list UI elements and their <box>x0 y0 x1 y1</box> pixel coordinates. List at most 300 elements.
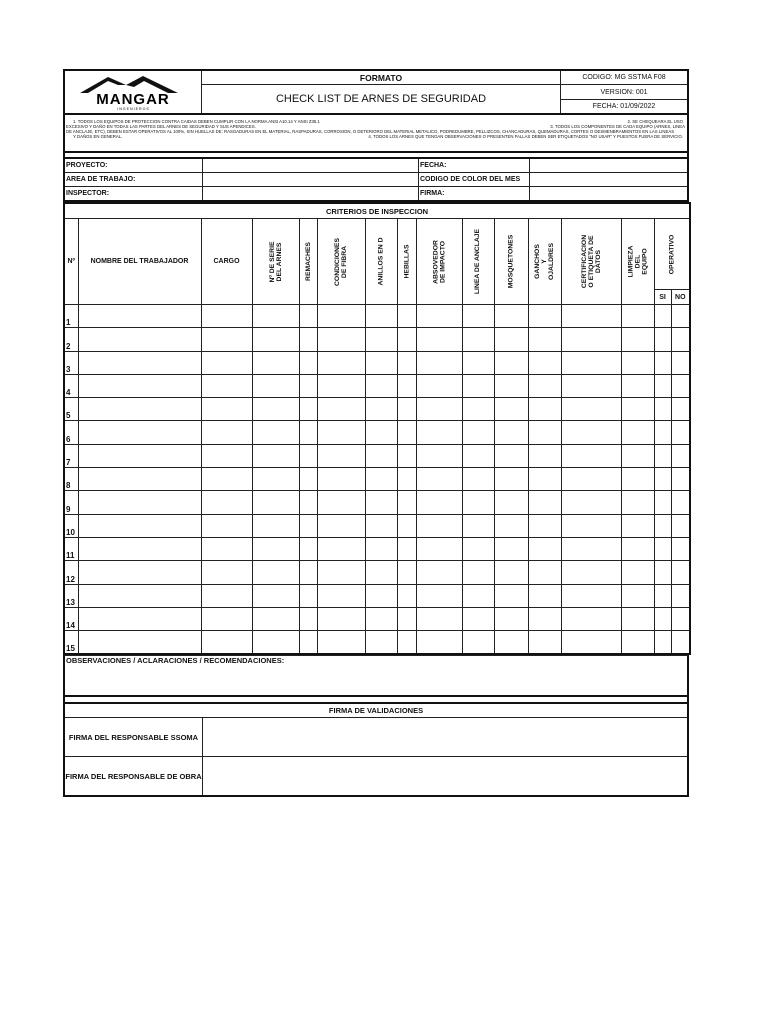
row-number: 2 <box>64 328 78 351</box>
row-cell[interactable] <box>397 631 416 655</box>
row-cell[interactable] <box>494 374 528 397</box>
note-3: 3. TODOS LOS COMPONENTES DE CADA EQUIPO (ARNES, LINEA <box>550 124 685 129</box>
row-cell[interactable] <box>621 398 654 421</box>
firma-ssoma-label: FIRMA DEL RESPONSABLE SSOMA <box>64 718 203 757</box>
row-cell[interactable] <box>528 398 561 421</box>
row-cell[interactable] <box>365 468 397 491</box>
row-cell[interactable] <box>494 514 528 537</box>
row-cell[interactable] <box>494 421 528 444</box>
row-cell[interactable] <box>462 561 494 584</box>
row-cell[interactable] <box>317 537 365 560</box>
row-cell[interactable] <box>416 537 462 560</box>
row-cell[interactable] <box>494 537 528 560</box>
row-cell[interactable] <box>416 421 462 444</box>
firma-label: FIRMA: <box>419 187 530 202</box>
row-cell[interactable] <box>416 305 462 328</box>
info-table <box>63 157 689 202</box>
row-cell[interactable] <box>416 351 462 374</box>
row-cell[interactable] <box>365 374 397 397</box>
row-cell[interactable] <box>462 468 494 491</box>
row-cell[interactable] <box>317 398 365 421</box>
row-cell[interactable] <box>494 444 528 467</box>
row-cell[interactable] <box>252 491 299 514</box>
area-label: AREA DE TRABAJO: <box>64 173 203 187</box>
row-cell[interactable] <box>494 607 528 630</box>
row-cell[interactable] <box>317 584 365 607</box>
validaciones-title: FIRMA DE VALIDACIONES <box>64 703 688 718</box>
row-cell[interactable] <box>416 631 462 655</box>
row-cell[interactable] <box>462 305 494 328</box>
row-cell[interactable] <box>397 491 416 514</box>
observaciones-box[interactable] <box>63 655 689 697</box>
row-cell[interactable] <box>671 607 690 630</box>
row-cell[interactable] <box>494 468 528 491</box>
row-cell[interactable] <box>416 374 462 397</box>
row-cell[interactable] <box>671 421 690 444</box>
row-cell[interactable] <box>528 607 561 630</box>
row-cell[interactable] <box>494 631 528 655</box>
row-cell[interactable] <box>78 398 201 421</box>
row-cell[interactable] <box>654 305 671 328</box>
row-cell[interactable] <box>201 584 252 607</box>
col-hebillas: HEBILLAS <box>397 219 416 305</box>
row-cell[interactable] <box>654 421 671 444</box>
row-cell[interactable] <box>494 305 528 328</box>
form-code: CODIGO: MG SSTMA F08 <box>561 70 689 85</box>
row-cell[interactable] <box>654 351 671 374</box>
row-cell[interactable] <box>299 421 317 444</box>
inspector-field[interactable] <box>203 187 419 202</box>
row-cell[interactable] <box>561 328 621 351</box>
row-cell[interactable] <box>78 607 201 630</box>
row-cell[interactable] <box>621 421 654 444</box>
row-cell[interactable] <box>78 491 201 514</box>
col-linea: LINEA DE ANCLAJE <box>462 219 494 305</box>
row-cell[interactable] <box>299 537 317 560</box>
row-cell[interactable] <box>397 607 416 630</box>
firma-ssoma-field[interactable] <box>203 718 689 757</box>
notes-block <box>63 115 689 153</box>
row-cell[interactable] <box>654 561 671 584</box>
row-cell[interactable] <box>561 631 621 655</box>
row-cell[interactable] <box>252 374 299 397</box>
row-cell[interactable] <box>494 328 528 351</box>
row-cell[interactable] <box>671 374 690 397</box>
row-cell[interactable] <box>317 374 365 397</box>
row-cell[interactable] <box>365 305 397 328</box>
row-cell[interactable] <box>654 537 671 560</box>
fecha-label: FECHA: <box>419 158 530 173</box>
row-cell[interactable] <box>416 584 462 607</box>
note-2: 2. SE CHEQUEARA EL USO <box>627 119 683 124</box>
firma-field[interactable] <box>530 187 689 202</box>
row-cell[interactable] <box>621 444 654 467</box>
row-cell[interactable] <box>252 561 299 584</box>
row-cell[interactable] <box>561 444 621 467</box>
row-cell[interactable] <box>671 631 690 655</box>
row-cell[interactable] <box>78 561 201 584</box>
area-field[interactable] <box>203 173 419 187</box>
row-number: 7 <box>64 444 78 467</box>
row-cell[interactable] <box>201 351 252 374</box>
row-cell[interactable] <box>561 561 621 584</box>
row-number: 13 <box>64 584 78 607</box>
row-cell[interactable] <box>397 374 416 397</box>
form-header <box>63 69 689 115</box>
row-cell[interactable] <box>252 421 299 444</box>
row-cell[interactable] <box>528 351 561 374</box>
row-cell[interactable] <box>365 561 397 584</box>
row-cell[interactable] <box>528 468 561 491</box>
row-cell[interactable] <box>561 351 621 374</box>
row-cell[interactable] <box>78 468 201 491</box>
row-cell[interactable] <box>561 468 621 491</box>
row-cell[interactable] <box>317 631 365 655</box>
row-cell[interactable] <box>299 607 317 630</box>
row-cell[interactable] <box>252 631 299 655</box>
row-cell[interactable] <box>462 328 494 351</box>
row-cell[interactable] <box>621 584 654 607</box>
row-cell[interactable] <box>528 584 561 607</box>
row-cell[interactable] <box>671 537 690 560</box>
checklist-sheet <box>63 69 689 797</box>
row-cell[interactable] <box>416 468 462 491</box>
form-version: VERSION: 001 <box>561 85 689 100</box>
row-cell[interactable] <box>671 561 690 584</box>
row-cell[interactable] <box>299 444 317 467</box>
row-cell[interactable] <box>365 444 397 467</box>
company-name: MANGAR <box>96 91 170 108</box>
row-cell[interactable] <box>201 444 252 467</box>
table-row <box>64 328 690 351</box>
row-cell[interactable] <box>317 561 365 584</box>
col-anillos: ANILLOS EN D <box>365 219 397 305</box>
row-cell[interactable] <box>252 444 299 467</box>
row-cell[interactable] <box>416 514 462 537</box>
row-cell[interactable] <box>365 584 397 607</box>
inspection-rows <box>64 305 690 655</box>
row-cell[interactable] <box>462 607 494 630</box>
row-cell[interactable] <box>654 398 671 421</box>
row-cell[interactable] <box>201 607 252 630</box>
col-si: SI <box>654 290 671 305</box>
row-cell[interactable] <box>317 351 365 374</box>
row-cell[interactable] <box>201 514 252 537</box>
row-cell[interactable] <box>621 607 654 630</box>
table-row <box>64 584 690 607</box>
note-3c: Y DAÑOS EN GENERAL. <box>73 134 123 139</box>
row-cell[interactable] <box>365 514 397 537</box>
row-cell[interactable] <box>299 491 317 514</box>
row-cell[interactable] <box>462 514 494 537</box>
criteria-title: CRITERIOS DE INSPECCION <box>64 203 690 219</box>
row-cell[interactable] <box>252 351 299 374</box>
row-cell[interactable] <box>397 537 416 560</box>
row-cell[interactable] <box>416 607 462 630</box>
row-cell[interactable] <box>365 631 397 655</box>
row-cell[interactable] <box>78 584 201 607</box>
mountain-logo-icon <box>68 71 198 111</box>
row-cell[interactable] <box>317 328 365 351</box>
company-logo <box>64 70 202 114</box>
row-cell[interactable] <box>201 631 252 655</box>
row-cell[interactable] <box>462 491 494 514</box>
table-row <box>64 631 690 655</box>
table-row <box>64 514 690 537</box>
col-absorvedor: ABSOVEDOR DE IMPACTO <box>416 219 462 305</box>
row-cell[interactable] <box>621 514 654 537</box>
row-cell[interactable] <box>671 444 690 467</box>
row-cell[interactable] <box>317 305 365 328</box>
row-number: 11 <box>64 537 78 560</box>
row-cell[interactable] <box>621 374 654 397</box>
col-limpieza: LIMPIEZA DEL EQUIPO <box>621 219 654 305</box>
row-cell[interactable] <box>528 444 561 467</box>
row-cell[interactable] <box>671 468 690 491</box>
firma-obra-label: FIRMA DEL RESPONSABLE DE OBRA <box>64 757 203 797</box>
row-cell[interactable] <box>671 584 690 607</box>
row-cell[interactable] <box>561 398 621 421</box>
row-cell[interactable] <box>317 514 365 537</box>
row-number: 8 <box>64 468 78 491</box>
row-cell[interactable] <box>561 584 621 607</box>
row-cell[interactable] <box>78 444 201 467</box>
row-cell[interactable] <box>528 491 561 514</box>
codigo-color-label: CODIGO DE COLOR DEL MES <box>419 173 530 187</box>
col-serie: Nº DE SERIE DEL ARNES <box>252 219 299 305</box>
firma-obra-field[interactable] <box>203 757 689 797</box>
row-number: 6 <box>64 421 78 444</box>
table-row <box>64 537 690 560</box>
row-cell[interactable] <box>462 374 494 397</box>
row-cell[interactable] <box>561 537 621 560</box>
row-cell[interactable] <box>299 514 317 537</box>
row-cell[interactable] <box>299 561 317 584</box>
row-cell[interactable] <box>252 514 299 537</box>
company-subtitle: I N G E N I E R O S <box>117 107 149 111</box>
row-cell[interactable] <box>365 491 397 514</box>
note-3b: DE ANCLAJE, ETC), DEBEN ESTAR OPERATIVOS AL 100%, SIN HUELLAS DE: RASGADURAS EN EL MATERIAL, RASPADURAS, CORROSION, O DETERIORO DEL MATERIAL METALICO, PODREDUMBRE, PELLIZCOS, CHANCADURAS, QUEMADURAS, CORTES O DESMENBRAMIENTOS EN LAS LINEAS <box>66 129 675 134</box>
row-cell[interactable] <box>671 491 690 514</box>
col-condiciones: CONDICIONES DE FIBRA <box>317 219 365 305</box>
row-cell[interactable] <box>561 514 621 537</box>
row-cell[interactable] <box>397 514 416 537</box>
row-cell[interactable] <box>365 328 397 351</box>
col-remaches: REMACHES <box>299 219 317 305</box>
row-cell[interactable] <box>78 328 201 351</box>
row-cell[interactable] <box>78 421 201 444</box>
row-cell[interactable] <box>528 514 561 537</box>
row-cell[interactable] <box>462 631 494 655</box>
row-cell[interactable] <box>201 328 252 351</box>
row-cell[interactable] <box>671 514 690 537</box>
row-number: 10 <box>64 514 78 537</box>
row-cell[interactable] <box>252 537 299 560</box>
proyecto-field[interactable] <box>203 158 419 173</box>
note-2b: EXCESIVO Y DAÑO EN TODAS LAS PARTES DEL ARNES DE SEGURIDAD Y SUS APENDICES. <box>66 124 256 129</box>
row-cell[interactable] <box>462 421 494 444</box>
col-nombre: NOMBRE DEL TRABAJADOR <box>78 219 201 305</box>
col-mosquetones: MOSQUETONES <box>494 219 528 305</box>
row-cell[interactable] <box>365 421 397 444</box>
row-cell[interactable] <box>621 351 654 374</box>
row-cell[interactable] <box>462 444 494 467</box>
row-cell[interactable] <box>365 351 397 374</box>
row-cell[interactable] <box>654 444 671 467</box>
table-row <box>64 607 690 630</box>
row-cell[interactable] <box>317 421 365 444</box>
proyecto-label: PROYECTO: <box>64 158 203 173</box>
row-cell[interactable] <box>317 444 365 467</box>
row-cell[interactable] <box>494 398 528 421</box>
row-cell[interactable] <box>201 537 252 560</box>
row-cell[interactable] <box>397 305 416 328</box>
row-cell[interactable] <box>317 607 365 630</box>
row-cell[interactable] <box>528 374 561 397</box>
row-cell[interactable] <box>462 537 494 560</box>
note-4: 4. TODOS LOS ARNES QUE TENGAN OBSERVACIONES O PRESENTEN FALLAS DEBEN SER ETIQUETADOS "NO USAR" Y PUESTOS FUERA DE SERVICIO. <box>368 134 683 139</box>
row-cell[interactable] <box>416 444 462 467</box>
row-cell[interactable] <box>494 491 528 514</box>
row-cell[interactable] <box>252 607 299 630</box>
row-cell[interactable] <box>299 351 317 374</box>
row-number: 1 <box>64 305 78 328</box>
row-cell[interactable] <box>397 328 416 351</box>
row-cell[interactable] <box>654 631 671 655</box>
row-cell[interactable] <box>671 328 690 351</box>
col-certificacion: CERTIFICACION O ETIQUETA DE DATOS <box>561 219 621 305</box>
row-cell[interactable] <box>621 631 654 655</box>
row-cell[interactable] <box>621 561 654 584</box>
row-cell[interactable] <box>252 468 299 491</box>
row-cell[interactable] <box>299 305 317 328</box>
row-cell[interactable] <box>365 607 397 630</box>
row-cell[interactable] <box>252 398 299 421</box>
row-number: 3 <box>64 351 78 374</box>
row-cell[interactable] <box>621 305 654 328</box>
row-cell[interactable] <box>621 328 654 351</box>
row-cell[interactable] <box>201 398 252 421</box>
row-cell[interactable] <box>252 584 299 607</box>
row-cell[interactable] <box>494 351 528 374</box>
row-cell[interactable] <box>654 514 671 537</box>
row-cell[interactable] <box>252 328 299 351</box>
row-cell[interactable] <box>462 398 494 421</box>
row-cell[interactable] <box>397 584 416 607</box>
fecha-field[interactable] <box>530 158 689 173</box>
row-cell[interactable] <box>494 561 528 584</box>
row-cell[interactable] <box>462 351 494 374</box>
row-cell[interactable] <box>671 351 690 374</box>
row-cell[interactable] <box>528 305 561 328</box>
row-cell[interactable] <box>201 468 252 491</box>
row-cell[interactable] <box>78 305 201 328</box>
row-cell[interactable] <box>654 374 671 397</box>
row-cell[interactable] <box>317 468 365 491</box>
col-n: Nº <box>64 219 78 305</box>
row-cell[interactable] <box>621 537 654 560</box>
row-cell[interactable] <box>561 607 621 630</box>
row-cell[interactable] <box>671 398 690 421</box>
row-cell[interactable] <box>78 514 201 537</box>
row-cell[interactable] <box>654 584 671 607</box>
row-cell[interactable] <box>397 561 416 584</box>
col-ganchos: GANCHOS Y OJALDRES <box>528 219 561 305</box>
codigo-color-field[interactable] <box>530 173 689 187</box>
row-cell[interactable] <box>528 631 561 655</box>
row-cell[interactable] <box>397 468 416 491</box>
observaciones-label: OBSERVACIONES / ACLARACIONES / RECOMENDACIONES: <box>66 656 285 666</box>
row-cell[interactable] <box>528 421 561 444</box>
row-cell[interactable] <box>494 584 528 607</box>
row-cell[interactable] <box>299 631 317 655</box>
row-cell[interactable] <box>528 537 561 560</box>
table-row <box>64 444 690 467</box>
row-cell[interactable] <box>299 584 317 607</box>
row-cell[interactable] <box>299 468 317 491</box>
row-cell[interactable] <box>654 607 671 630</box>
row-cell[interactable] <box>397 398 416 421</box>
row-cell[interactable] <box>561 374 621 397</box>
row-cell[interactable] <box>78 631 201 655</box>
row-cell[interactable] <box>416 561 462 584</box>
row-cell[interactable] <box>416 398 462 421</box>
row-cell[interactable] <box>654 491 671 514</box>
row-number: 4 <box>64 374 78 397</box>
row-cell[interactable] <box>621 491 654 514</box>
row-cell[interactable] <box>365 398 397 421</box>
row-cell[interactable] <box>201 305 252 328</box>
col-no: NO <box>671 290 690 305</box>
row-cell[interactable] <box>201 491 252 514</box>
row-cell[interactable] <box>201 374 252 397</box>
row-cell[interactable] <box>201 421 252 444</box>
table-row <box>64 491 690 514</box>
row-cell[interactable] <box>654 328 671 351</box>
table-row <box>64 305 690 328</box>
row-cell[interactable] <box>528 328 561 351</box>
inspector-label: INSPECTOR: <box>64 187 203 202</box>
row-cell[interactable] <box>561 491 621 514</box>
row-cell[interactable] <box>317 491 365 514</box>
row-cell[interactable] <box>201 561 252 584</box>
row-cell[interactable] <box>397 421 416 444</box>
form-title: CHECK LIST DE ARNES DE SEGURIDAD <box>202 85 561 115</box>
row-cell[interactable] <box>299 398 317 421</box>
row-cell[interactable] <box>397 351 416 374</box>
row-cell[interactable] <box>416 491 462 514</box>
table-row <box>64 561 690 584</box>
col-cargo: CARGO <box>201 219 252 305</box>
row-cell[interactable] <box>78 537 201 560</box>
row-cell[interactable] <box>561 305 621 328</box>
row-cell[interactable] <box>78 374 201 397</box>
row-cell[interactable] <box>78 351 201 374</box>
row-cell[interactable] <box>299 374 317 397</box>
table-row <box>64 374 690 397</box>
row-cell[interactable] <box>299 328 317 351</box>
row-cell[interactable] <box>397 444 416 467</box>
row-cell[interactable] <box>462 584 494 607</box>
row-cell[interactable] <box>654 468 671 491</box>
row-cell[interactable] <box>416 328 462 351</box>
row-cell[interactable] <box>561 421 621 444</box>
row-cell[interactable] <box>252 305 299 328</box>
row-cell[interactable] <box>528 561 561 584</box>
row-cell[interactable] <box>621 468 654 491</box>
row-cell[interactable] <box>365 537 397 560</box>
row-cell[interactable] <box>671 305 690 328</box>
